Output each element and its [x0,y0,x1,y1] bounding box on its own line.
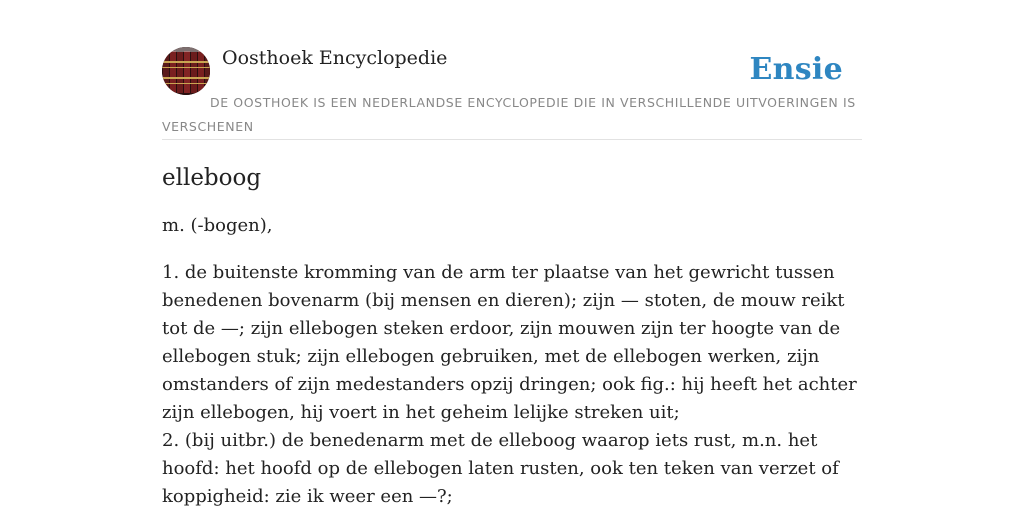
site-title-link[interactable]: Oosthoek Encyclopedie [222,47,448,69]
entry-grammar: m. (-bogen), [162,215,273,236]
site-header [162,46,862,140]
entry-headword: elleboog [162,165,262,191]
encyclopedia-avatar[interactable] [162,47,210,95]
site-tagline: DE OOSTHOEK IS EEN NEDERLANDSE ENCYCLOPEDIE DIE IN VERSCHILLENDE UITVOERINGEN IS VERSCHENEN [162,95,856,134]
definition-sense-1: 1. de buitenste kromming van de arm ter plaatse van het gewricht tussen benedenen bovenarm (bij mensen en dieren); zijn — stoten, de mouw reikt tot de —; zijn ellebogen steken erdoor, zijn mouwen zijn ter hoogte van de ellebogen stuk; zijn ellebogen gebruiken, met de ellebogen werken, zijn omstanders of zijn medestanders opzij dringen; ook fig.: hij heeft het achter zijn ellebogen, hij voert in het geheim lelijke streken uit; [162,262,857,423]
entry-definition [162,259,862,511]
book-spines-icon [162,47,210,95]
ensie-logo-link[interactable]: Ensie [749,52,843,87]
entry-content [162,160,862,511]
definition-sense-2: 2. (bij uitbr.) de benedenarm met de elleboog waarop iets rust, m.n. het hoofd: het hoofd op de ellebogen laten rusten, ook ten teken van verzet of koppigheid: zie ik weer een —?; [162,430,839,507]
